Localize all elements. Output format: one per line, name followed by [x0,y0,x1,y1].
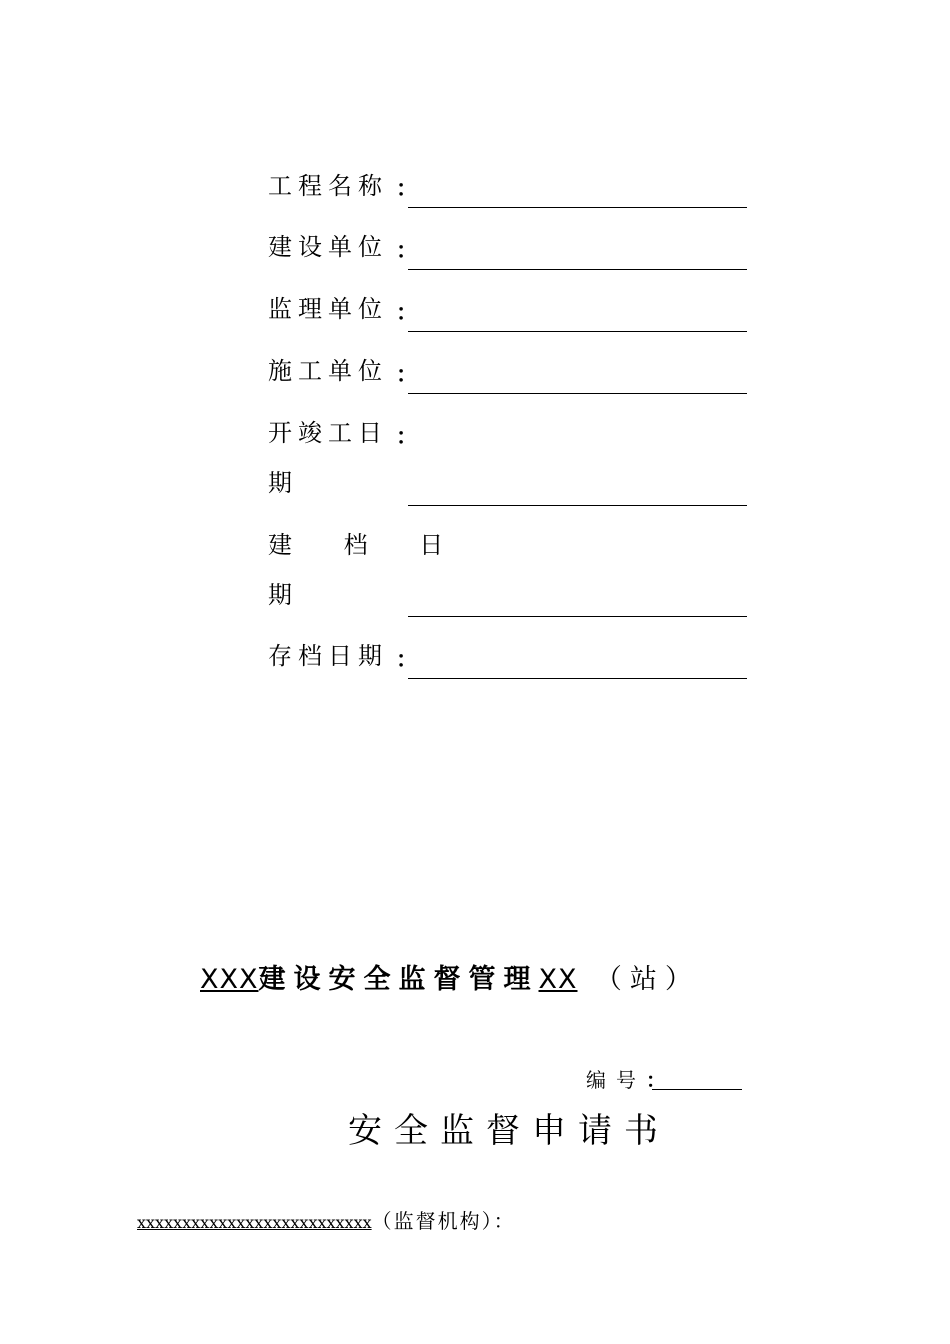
field-colon: ： [396,647,419,673]
field-label-start-end-date: 开竣工日 [268,419,388,447]
field-colon: ： [396,362,419,388]
fill-line-filing-date [408,616,747,617]
fill-line-archive-date [408,678,747,679]
fill-line-contractor-unit [408,393,747,394]
addressee-suffix: （监督机构）： [371,1209,516,1233]
field-colon: ： [396,176,419,202]
org-title-suffix: XX [538,964,578,995]
serial-label: 编号 [586,1068,646,1092]
serial-colon: ： [646,1068,666,1092]
document-title: 安全监督申请书 [348,1111,670,1151]
organization-title [200,960,780,1000]
field-label-archive-date: 存档日期 [268,642,388,670]
field-colon: ： [396,424,419,450]
field-label-filing-date-cont: 期 [268,581,298,609]
field-label-construction-unit: 建设单位 [268,233,388,261]
org-title-middle: 建设安全监督管理 [258,964,539,995]
field-label-contractor-unit: 施工单位 [268,357,388,385]
field-label-start-end-date-cont: 期 [268,469,298,497]
fill-line-project-name [408,207,747,208]
field-colon: ： [396,238,419,264]
field-label-supervision-unit: 监理单位 [268,295,388,323]
fill-line-start-end-date [408,505,747,506]
org-title-prefix: XXX [200,964,259,995]
fill-line-supervision-unit [408,331,747,332]
fill-line-construction-unit [408,269,747,270]
org-title-tail: （站） [594,964,700,995]
addressee-line [137,1207,516,1237]
field-label-project-name: 工程名称 [268,172,388,200]
fill-line-serial-number [652,1089,742,1090]
addressee-name: xxxxxxxxxxxxxxxxxxxxxxxxxx [137,1213,372,1232]
field-colon: ： [396,300,419,326]
field-label-filing-date: 建 档 日 [268,531,466,559]
